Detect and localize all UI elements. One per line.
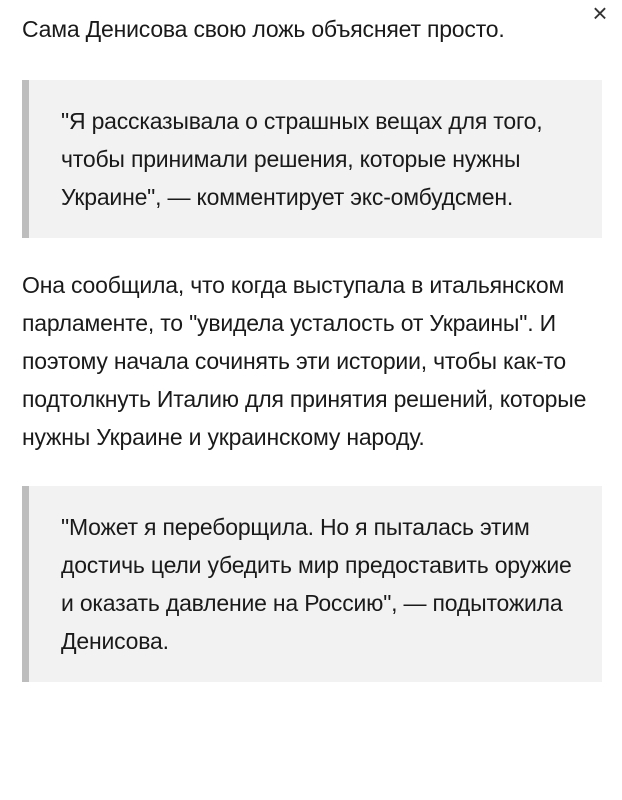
blockquote [22, 486, 602, 682]
lead-paragraph: Сама Денисова свою ложь объясняет просто. [22, 16, 505, 42]
quote-text: "Может я переборщила. Но я пыталась этим достичь цели убедить мир предоставить оружие и оказать давление на Россию", — подытожила Денисова. [61, 514, 572, 654]
close-icon: × [592, 0, 608, 28]
article-body [22, 10, 602, 710]
quote-text: "Я рассказывала о страшных вещах для того, чтобы принимали решения, которые нужны Украине", — комментирует экс-омбудсмен. [61, 108, 543, 210]
body-paragraph: Она сообщила, что когда выступала в итальянском парламенте, то "увидела усталость от Украины". И поэтому начала сочинять эти истории, чтобы как-то подтолкнуть Италию для принятия решений, которые нужны Украине и украинскому народу. [22, 272, 587, 450]
blockquote [22, 80, 602, 238]
